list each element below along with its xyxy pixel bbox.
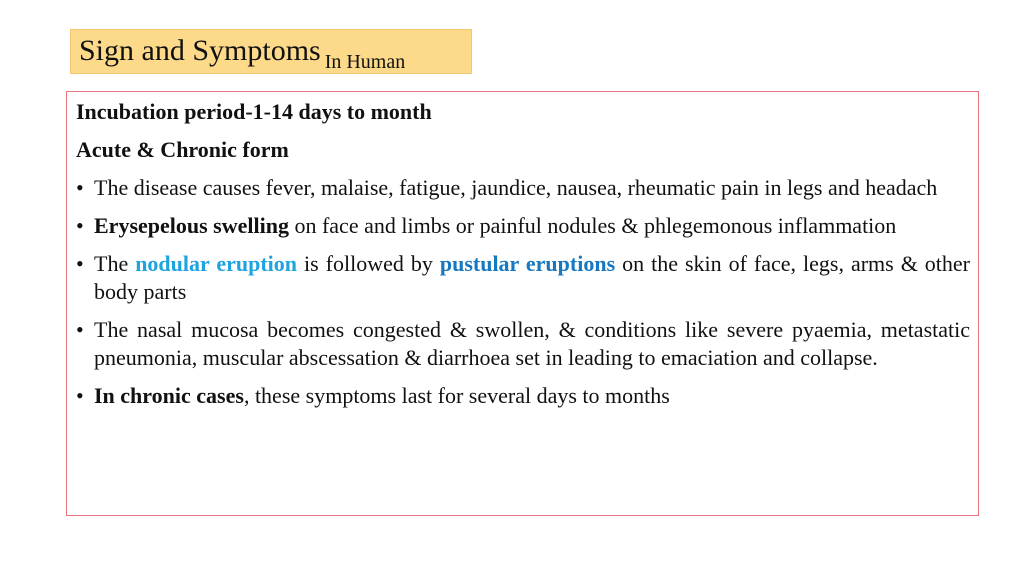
bullet-icon: • <box>76 317 84 342</box>
list-item-text: on face and limbs or painful nodules & phlegemonous inflammation <box>288 213 897 238</box>
list-item-text: , these symptoms last for several days to months <box>243 383 670 408</box>
list-item-text: on the skin of face, legs, arms & other body parts <box>94 251 970 304</box>
bullet-icon: • <box>76 175 84 200</box>
bullet-icon: • <box>76 251 84 276</box>
list-item-swelling <box>76 212 970 240</box>
slide-subtitle: In Human <box>324 51 406 73</box>
list-item-text: The <box>94 251 136 276</box>
symptom-list <box>76 174 970 410</box>
content-box <box>66 91 979 516</box>
list-item-bold-text: In chronic cases <box>94 383 244 408</box>
incubation-heading: Incubation period-1-14 days to month <box>76 99 432 124</box>
list-item-chronic <box>76 382 970 410</box>
bullet-icon: • <box>76 213 84 238</box>
slide-title: Sign and Symptoms <box>79 34 321 67</box>
list-item-text: is followed by <box>297 251 440 276</box>
bullet-icon: • <box>76 383 84 408</box>
form-heading: Acute & Chronic form <box>76 137 289 162</box>
list-item-nasal-mucosa <box>76 316 970 372</box>
slide-title-box <box>70 29 472 74</box>
pustular-eruptions-highlight: pustular eruptions <box>439 251 616 276</box>
list-item-eruption <box>76 250 970 306</box>
list-item-fever <box>76 174 970 202</box>
list-item-bold-text: Erysepelous swelling <box>94 213 289 238</box>
nodular-eruption-highlight: nodular eruption <box>135 251 298 276</box>
list-item-text: The nasal mucosa becomes congested & swollen, & conditions like severe pyaemia, metastatic pneumonia, muscular abscessation & diarrhoea set in leading to emaciation and collapse. <box>94 317 970 370</box>
list-item-text: The disease causes fever, malaise, fatigue, jaundice, nausea, rheumatic pain in legs and headach <box>94 175 938 200</box>
